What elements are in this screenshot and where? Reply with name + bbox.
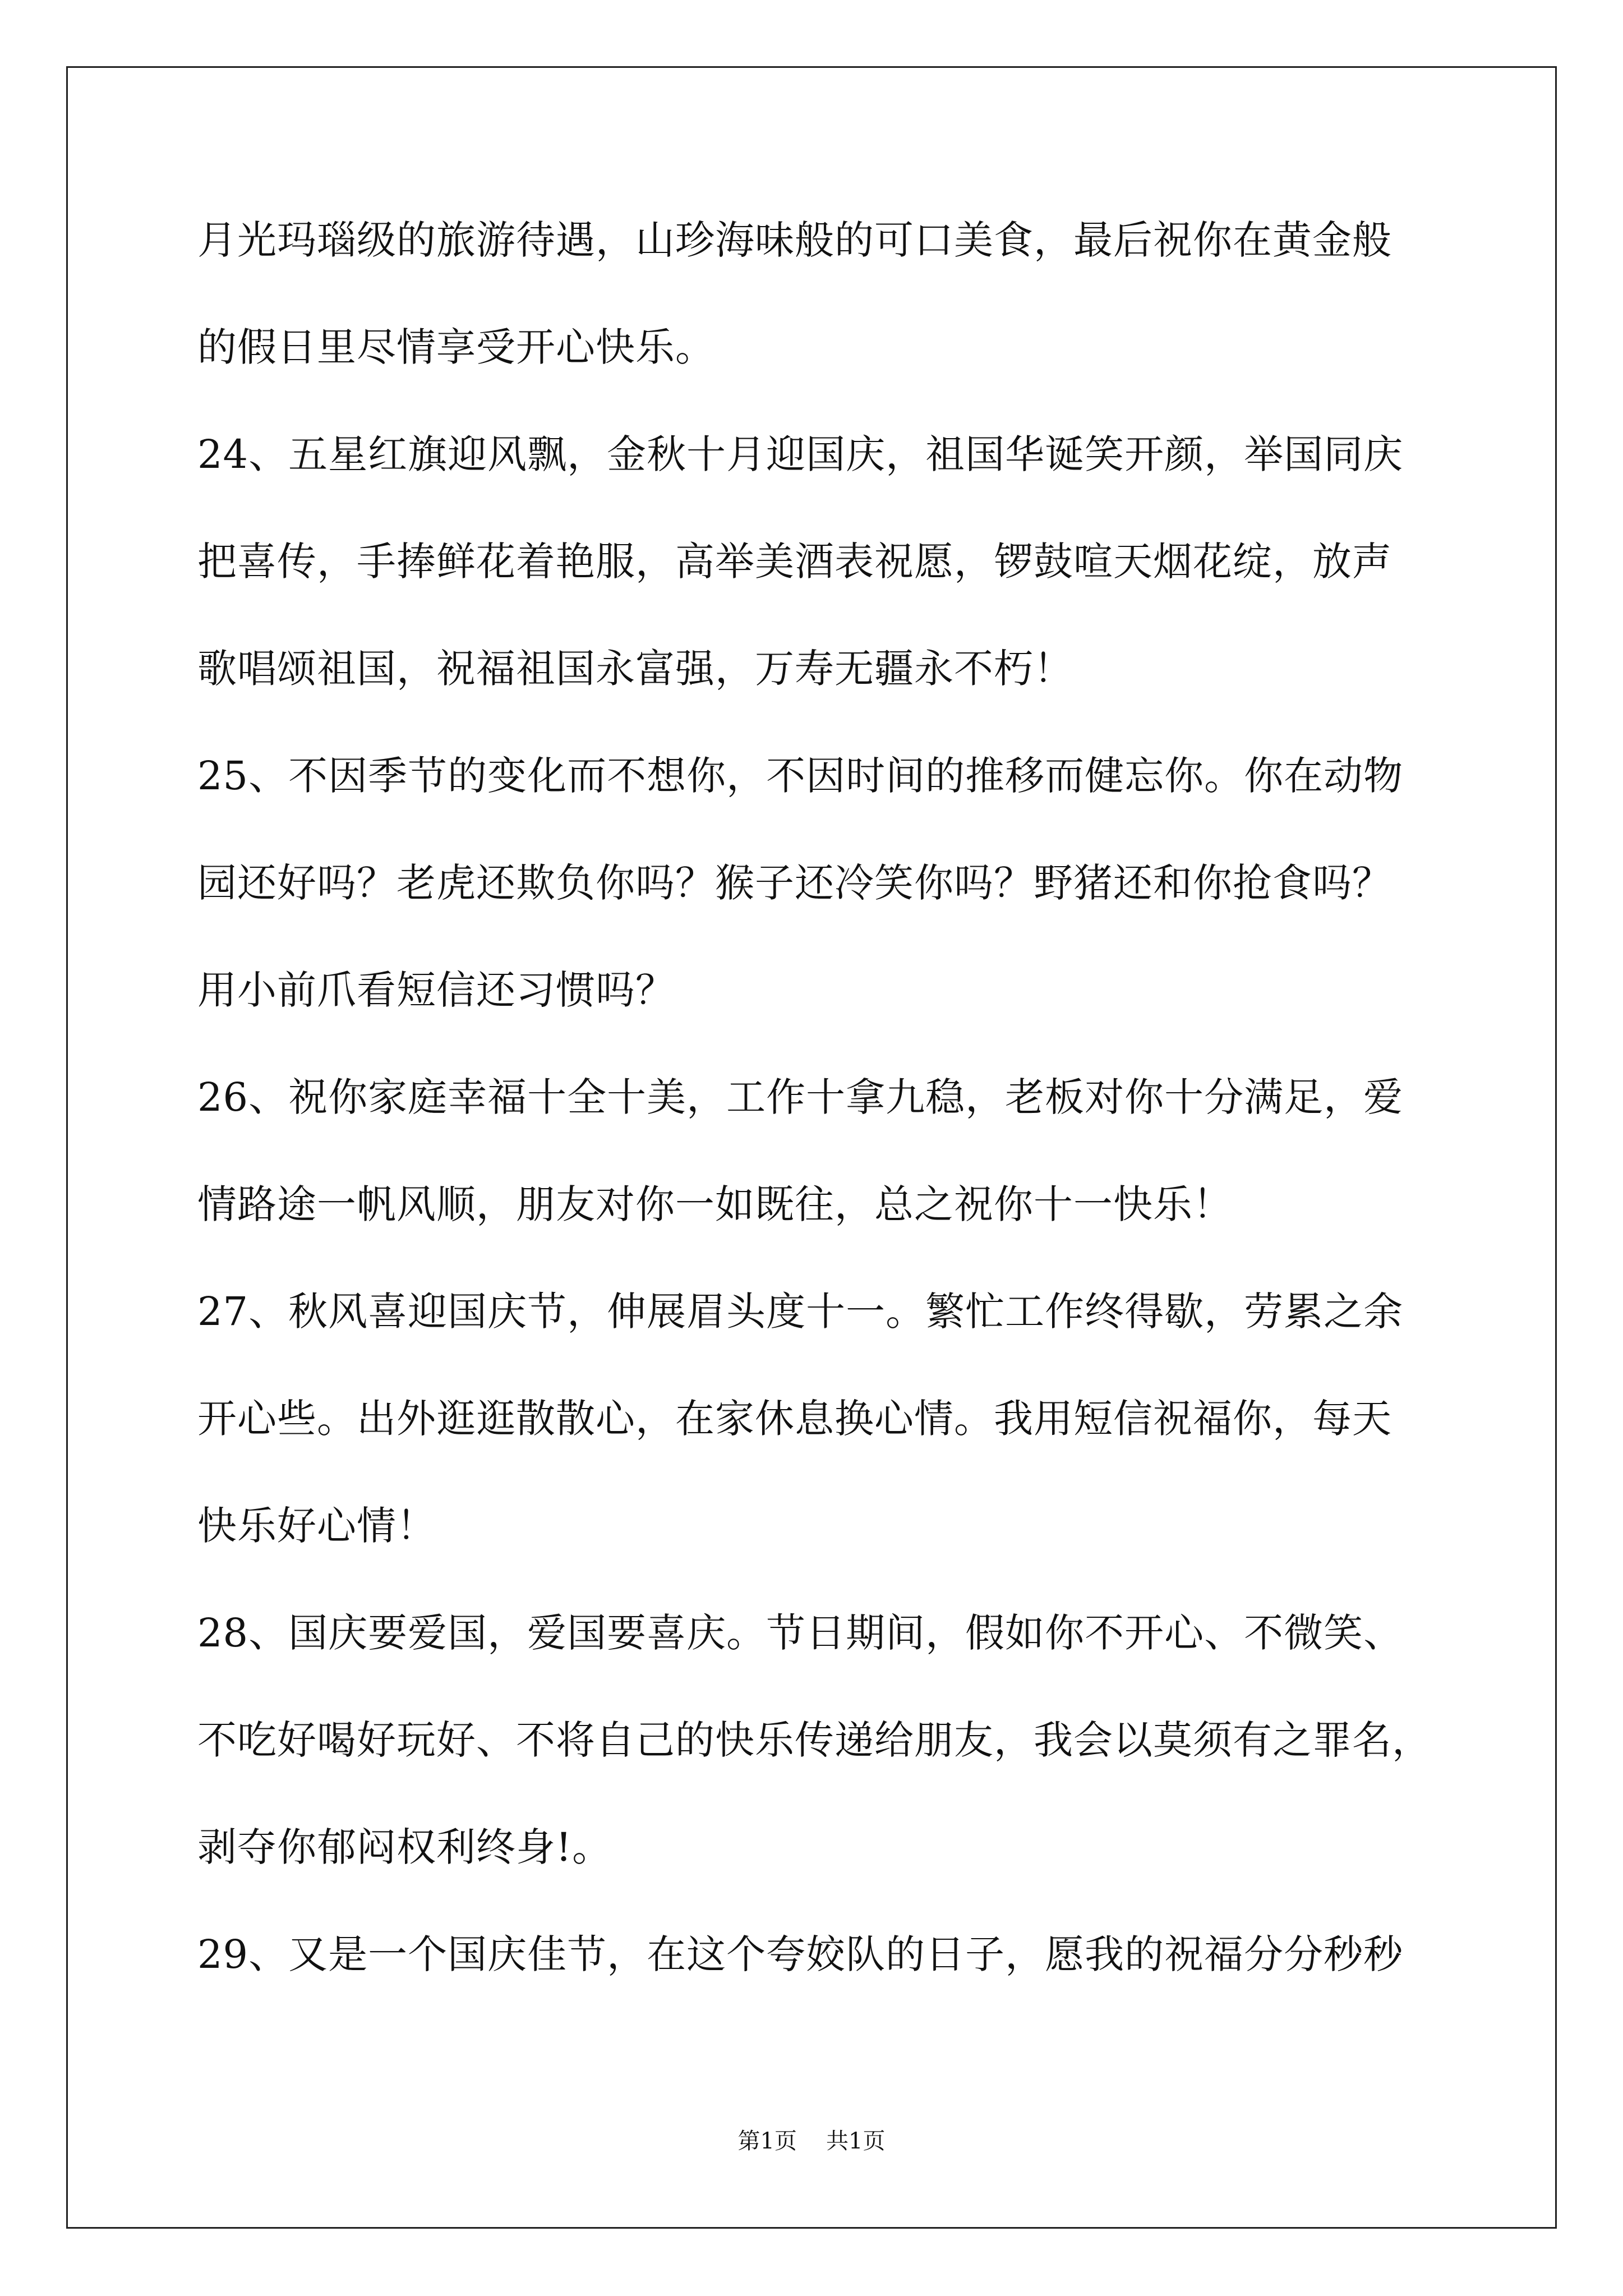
text-line: 月光玛瑙级的旅游待遇，山珍海味般的可口美食，最后祝你在黄金般: [197, 217, 1392, 263]
text-line: 26、祝你家庭幸福十全十美，工作十拿九稳，老板对你十分满足，爱: [197, 1074, 1404, 1120]
text-line: 快乐好心情！: [197, 1503, 436, 1549]
text-line: 24、五星红旗迎风飘，金秋十月迎国庆，祖国华诞笑开颜，举国同庆: [197, 431, 1404, 477]
text-line: 剥夺你郁闷权利终身!。: [197, 1824, 612, 1870]
text-line: 用小前爪看短信还习惯吗？: [197, 967, 675, 1013]
text-line: 25、不因季节的变化而不想你，不因时间的推移而健忘你。你在动物: [197, 753, 1404, 799]
text-line: 歌唱颂祖国，祝福祖国永富强，万寿无疆永不朽！: [197, 646, 1073, 692]
text-line: 29、又是一个国庆佳节，在这个夸姣队的日子，愿我的祝福分分秒秒: [197, 1931, 1404, 1977]
page-footer: [0, 2127, 1623, 2155]
text-line: 的假日里尽情享受开心快乐。: [197, 324, 715, 370]
text-line: 28、国庆要爱国，爱国要喜庆。节日期间，假如你不开心、不微笑、: [197, 1610, 1404, 1656]
text-line: 不吃好喝好玩好、不将自己的快乐传递给朋友，我会以莫须有之罪名，: [197, 1717, 1432, 1763]
text-line: 27、秋风喜迎国庆节，伸展眉头度十一。繁忙工作终得歇，劳累之余: [197, 1289, 1404, 1335]
text-line: 开心些。出外逛逛散散心，在家休息换心情。我用短信祝福你，每天: [197, 1396, 1392, 1442]
text-line: 把喜传，手捧鲜花着艳服，高举美酒表祝愿，锣鼓喧天烟花绽，放声: [197, 539, 1392, 585]
page-number: 第1页: [737, 2128, 797, 2154]
text-line: 园还好吗？老虎还欺负你吗？猴子还冷笑你吗？野猪还和你抢食吗？: [197, 860, 1392, 906]
document-body: [197, 213, 1482, 2035]
page-total: 共1页: [826, 2128, 886, 2154]
text-line: 情路途一帆风顺，朋友对你一如既往，总之祝你十一快乐！: [197, 1181, 1233, 1227]
